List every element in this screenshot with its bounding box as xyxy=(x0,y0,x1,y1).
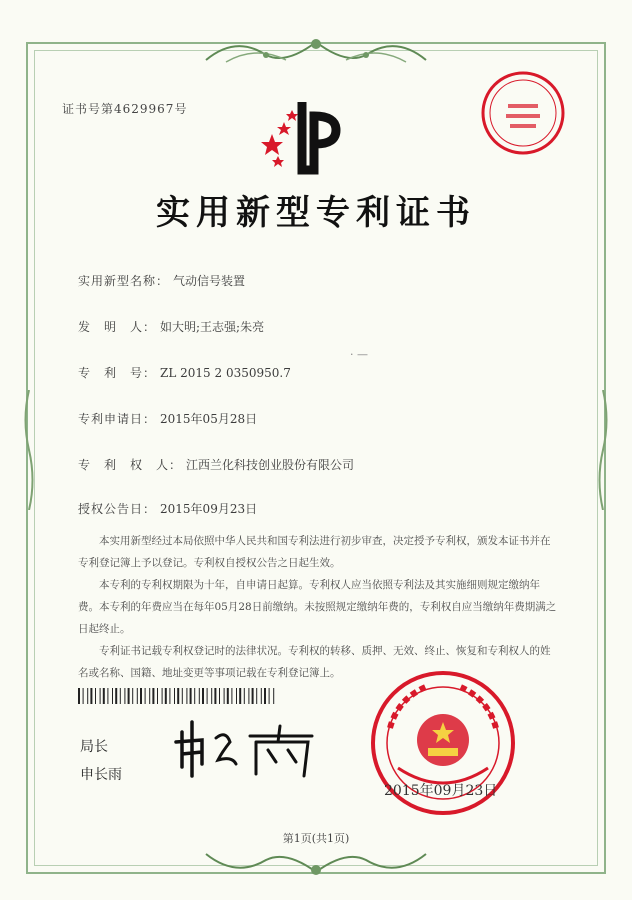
barcode-icon xyxy=(78,688,278,704)
field-inventors xyxy=(78,318,264,335)
field-value: 2015年05月28日 xyxy=(160,412,258,426)
left-ornament-icon xyxy=(22,390,36,510)
field-patentee xyxy=(78,456,354,473)
body-paragraph: 本实用新型经过本局依照中华人民共和国专利法进行初步审查，决定授予专利权，颁发本证书并在专利登记簿上予以登记。专利权自授权公告之日起生效。 xyxy=(78,535,551,569)
field-grant-date xyxy=(78,500,257,517)
field-value: 2015年09月23日 xyxy=(160,502,258,516)
field-value: ZL 2015 2 0350950.7 xyxy=(160,366,291,380)
field-label: 专 利 号： xyxy=(78,366,157,380)
red-seal-icon xyxy=(478,68,568,158)
bottom-ornament-icon xyxy=(196,848,436,884)
field-utility-model-name xyxy=(78,272,245,289)
field-value: 气动信号装置 xyxy=(173,274,246,288)
body-paragraph: 专利证书记载专利权登记时的法律状况。专利权的转移、质押、无效、终止、恢复和专利权人的姓名或名称、国籍、地址变更等事项记载在专利登记簿上。 xyxy=(78,645,551,679)
field-value: 如大明;王志强;朱亮 xyxy=(160,320,265,334)
field-label: 实用新型名称： xyxy=(78,274,170,288)
certificate-title: 实用新型专利证书 xyxy=(156,193,476,233)
director-name: 申长雨 xyxy=(80,766,122,782)
field-label: 专利申请日： xyxy=(78,412,157,426)
field-value: 江西兰化科技创业股份有限公司 xyxy=(186,458,355,472)
signature-icon xyxy=(172,712,322,782)
field-patent-number xyxy=(78,364,291,381)
field-label: 授权公告日： xyxy=(78,502,157,516)
director-title: 局长 xyxy=(80,738,108,754)
field-label: 发 明 人： xyxy=(78,320,157,334)
top-ornament-icon xyxy=(196,30,436,70)
field-application-date xyxy=(78,410,257,427)
patent-office-logo-icon xyxy=(258,96,354,176)
certificate-body xyxy=(78,530,558,684)
page-number: 第1页(共1页) xyxy=(282,832,350,845)
right-ornament-icon xyxy=(596,390,610,510)
field-label: 专 利 权 人： xyxy=(78,458,183,472)
certificate-number: 证书号第4629967号 xyxy=(62,102,188,116)
faint-mark: · — xyxy=(350,348,368,361)
body-paragraph: 本专利的专利权期限为十年，自申请日起算。专利权人应当依照专利法及其实施细则规定缴纳年费。本专利的年费应当在每年05月28日前缴纳。未按照规定缴纳年费的，专利权自应当缴纳年费期满之日起终止。 xyxy=(78,579,557,635)
seal-date: 2015年09月23日 xyxy=(384,783,498,799)
